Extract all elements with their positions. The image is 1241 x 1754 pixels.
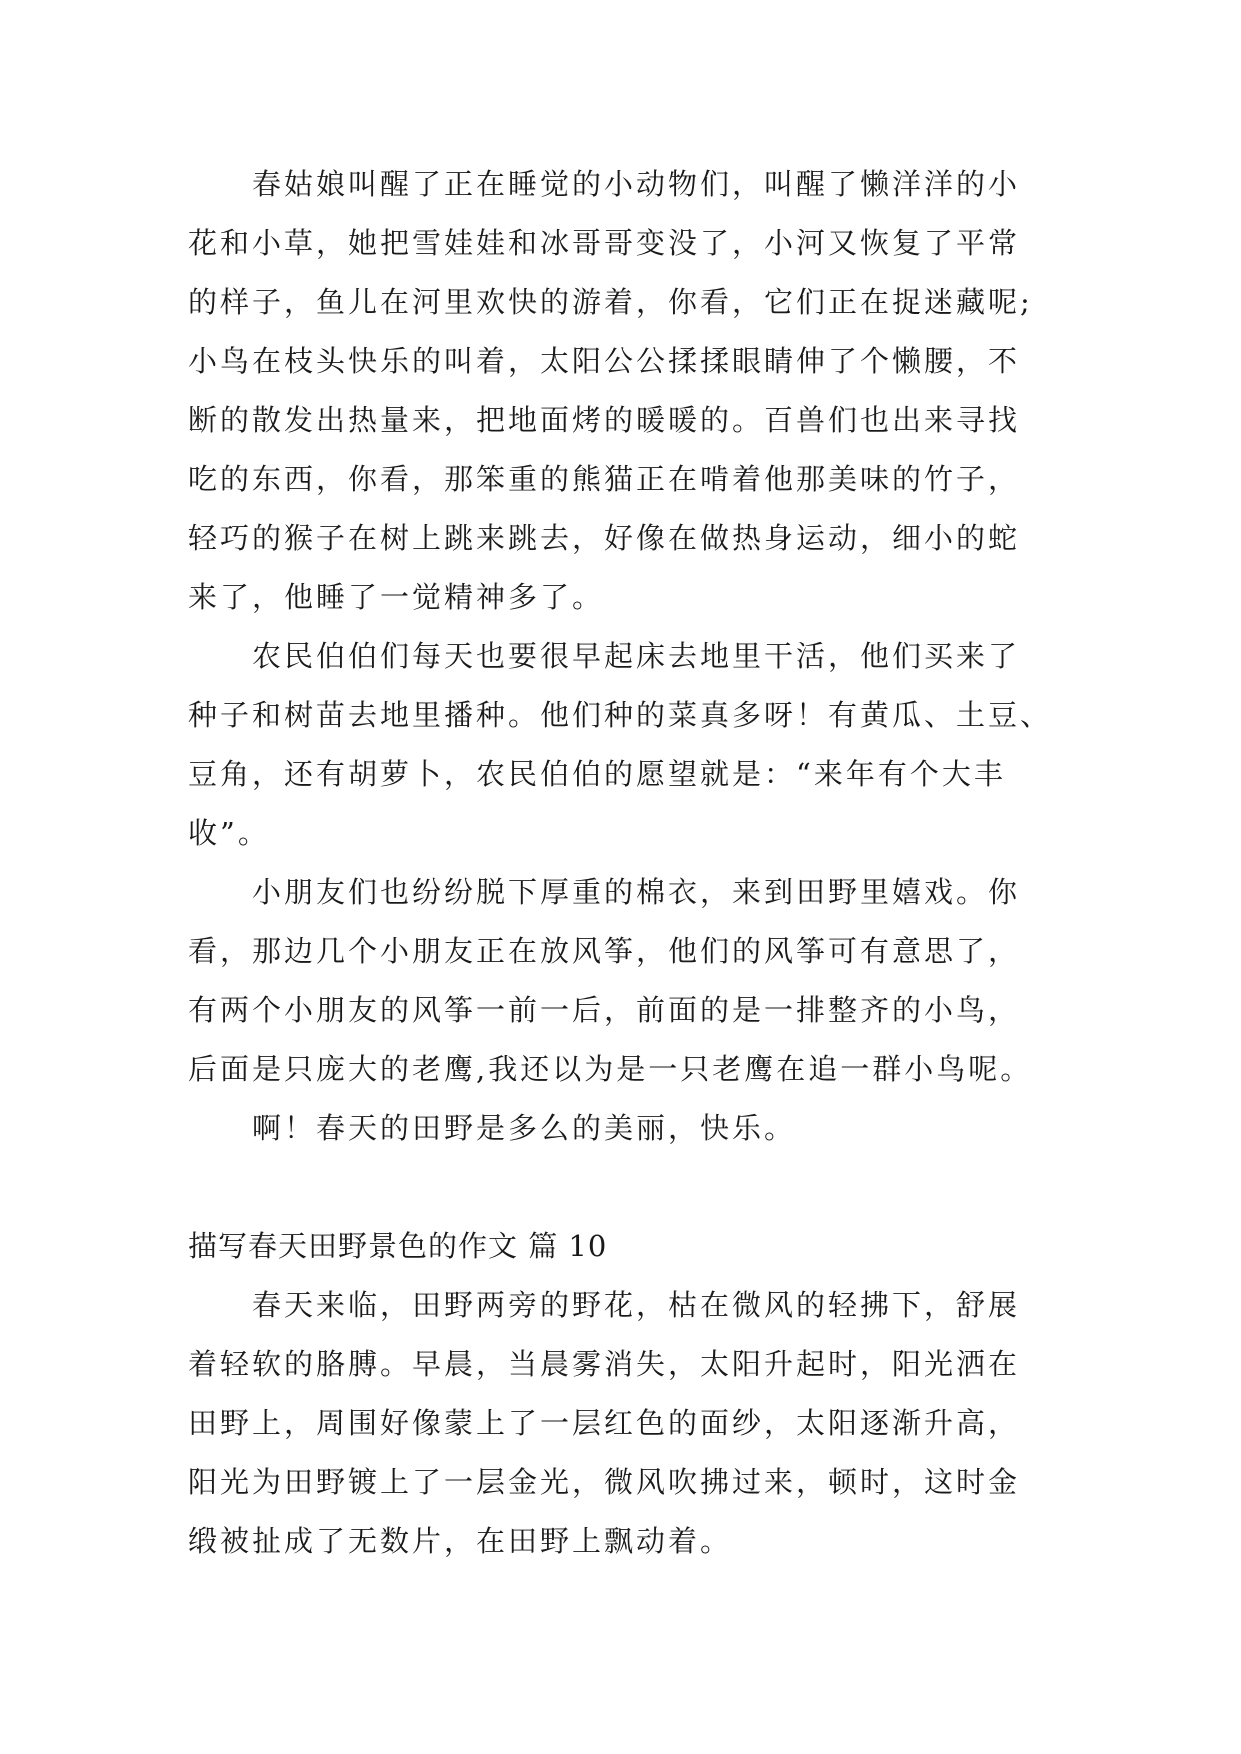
paragraph-section-10	[188, 1276, 1068, 1571]
text-line: 缎被扯成了无数片，在田野上飘动着。	[188, 1524, 733, 1558]
document-page	[188, 155, 1068, 1571]
text-line: 轻巧的猴子在树上跳来跳去，好像在做热身运动，细小的蛇	[188, 521, 1021, 555]
text-line: 农民伯伯们每天也要很早起床去地里干活，他们买来了	[252, 639, 1021, 673]
text-line: 小鸟在枝头快乐的叫着，太阳公公揉揉眼睛伸了个懒腰，不	[188, 344, 1021, 378]
text-line: 田野上，周围好像蒙上了一层红色的面纱，太阳逐渐升高，	[188, 1406, 1021, 1440]
text-line: 豆角，还有胡萝卜，农民伯伯的愿望就是：“来年有个大丰	[188, 757, 1006, 791]
text-line: 断的散发出热量来，把地面烤的暖暖的。百兽们也出来寻找	[188, 403, 1021, 437]
text-line: 的样子，鱼儿在河里欢快的游着，你看，它们正在捉迷藏呢;	[188, 285, 1033, 319]
text-line: 吃的东西，你看，那笨重的熊猫正在啃着他那美味的竹子，	[188, 462, 1021, 496]
paragraph-conclusion	[188, 1099, 1068, 1158]
text-line: 春姑娘叫醒了正在睡觉的小动物们，叫醒了懒洋洋的小	[252, 167, 1021, 201]
text-line: 着轻软的胳膊。早晨，当晨雾消失，太阳升起时，阳光洒在	[188, 1347, 1021, 1381]
paragraph-spring-girl	[188, 155, 1068, 627]
text-line: 后面是只庞大的老鹰,我还以为是一只老鹰在追一群小鸟呢。	[188, 1052, 1033, 1086]
text-line: 阳光为田野镀上了一层金光，微风吹拂过来，顿时，这时金	[188, 1465, 1021, 1499]
text-line: 来了，他睡了一觉精神多了。	[188, 580, 605, 614]
text-line: 种子和树苗去地里播种。他们种的菜真多呀！有黄瓜、土豆、	[188, 698, 1053, 732]
paragraph-farmers	[188, 627, 1068, 863]
text-line: 小朋友们也纷纷脱下厚重的棉衣，来到田野里嬉戏。你	[252, 875, 1021, 909]
text-line: 收”。	[188, 816, 270, 850]
paragraph-children	[188, 863, 1068, 1099]
text-line: 啊！春天的田野是多么的美丽，快乐。	[252, 1111, 797, 1145]
section-heading: 描写春天田野景色的作文 篇 10	[188, 1229, 608, 1263]
text-line: 看，那边几个小朋友正在放风筝，他们的风筝可有意思了，	[188, 934, 1021, 968]
text-line: 有两个小朋友的风筝一前一后，前面的是一排整齐的小鸟，	[188, 993, 1021, 1027]
blank-line	[188, 1158, 1068, 1217]
text-line: 春天来临，田野两旁的野花，枯在微风的轻拂下，舒展	[252, 1288, 1021, 1322]
text-line: 花和小草，她把雪娃娃和冰哥哥变没了，小河又恢复了平常	[188, 226, 1021, 260]
